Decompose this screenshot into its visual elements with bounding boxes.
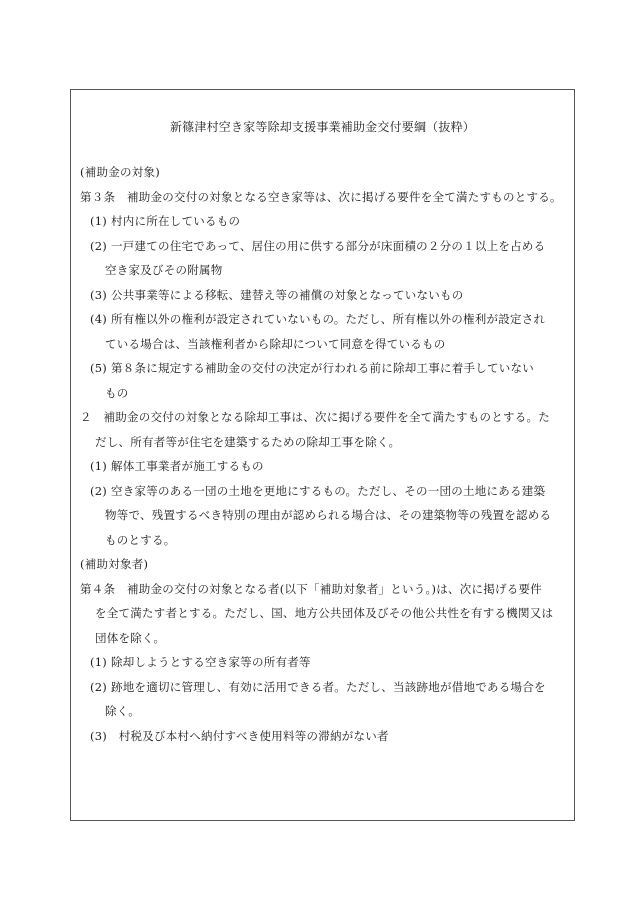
list-item-continuation: 除く。 [105, 704, 141, 718]
list-item-continuation: もの [105, 386, 129, 400]
list-item-continuation: ている場合は、当該権利者から除却について同意を得ているもの [105, 337, 446, 351]
article-text: 第３条 補助金の交付の対象となる空き家等は、次に掲げる要件を全て満たすものとする。 [80, 190, 562, 204]
section-heading: (補助対象者) [80, 557, 149, 571]
article-continuation: 団体を除く。 [95, 631, 166, 645]
list-item: (1) 村内に所在しているもの [90, 214, 241, 228]
list-item: (5) 第８条に規定する補助金の交付の決定が行われる前に除却工事に着手していない [90, 361, 534, 375]
paragraph-text: ２ 補助金の交付の対象となる除却工事は、次に掲げる要件を全て満たすものとする。た [80, 410, 550, 424]
list-item: (3) 公共事業等による移転、建替え等の補償の対象となっていないもの [90, 288, 464, 302]
list-item-continuation: 物等で、残置するべき特別の理由が認められる場合は、その建築物等の残置を認める [105, 508, 552, 522]
paragraph-continuation: だし、所有者等が住宅を建築するための除却工事を除く。 [95, 435, 401, 449]
list-item-continuation: ものとする。 [105, 533, 176, 547]
list-item: (4) 所有権以外の権利が設定されていないもの。ただし、所有権以外の権利が設定され [90, 312, 546, 326]
list-item: (2) 跡地を適切に管理し、有効に活用できる者。ただし、当該跡地が借地である場合を [90, 680, 546, 694]
list-item: (3) 村税及び本村へ納付すべき使用料等の滞納がない者 [90, 729, 389, 743]
article-text: 第４条 補助金の交付の対象となる者(以下「補助対象者」という。)は、次に掲げる要件 [80, 582, 542, 596]
list-item: (2) 一戸建ての住宅であって、居住の用に供する部分が床面積の２分の１以上を占める [90, 239, 546, 253]
list-item-continuation: 空き家及びその附属物 [105, 263, 223, 277]
list-item: (1) 解体工事業者が施工するもの [90, 459, 264, 473]
document-title: 新篠津村空き家等除却支援事業補助金交付要綱（抜粋） [169, 120, 475, 134]
list-item: (1) 除却しようとする空き家等の所有者等 [90, 655, 311, 669]
section-heading: (補助金の対象) [80, 165, 160, 179]
article-continuation: を全て満たす者とする。ただし、国、地方公共団体及びその他公共性を有する機関又は [95, 606, 554, 620]
list-item: (2) 空き家等のある一団の土地を更地にするもの。ただし、その一団の土地にある建築 [90, 484, 546, 498]
